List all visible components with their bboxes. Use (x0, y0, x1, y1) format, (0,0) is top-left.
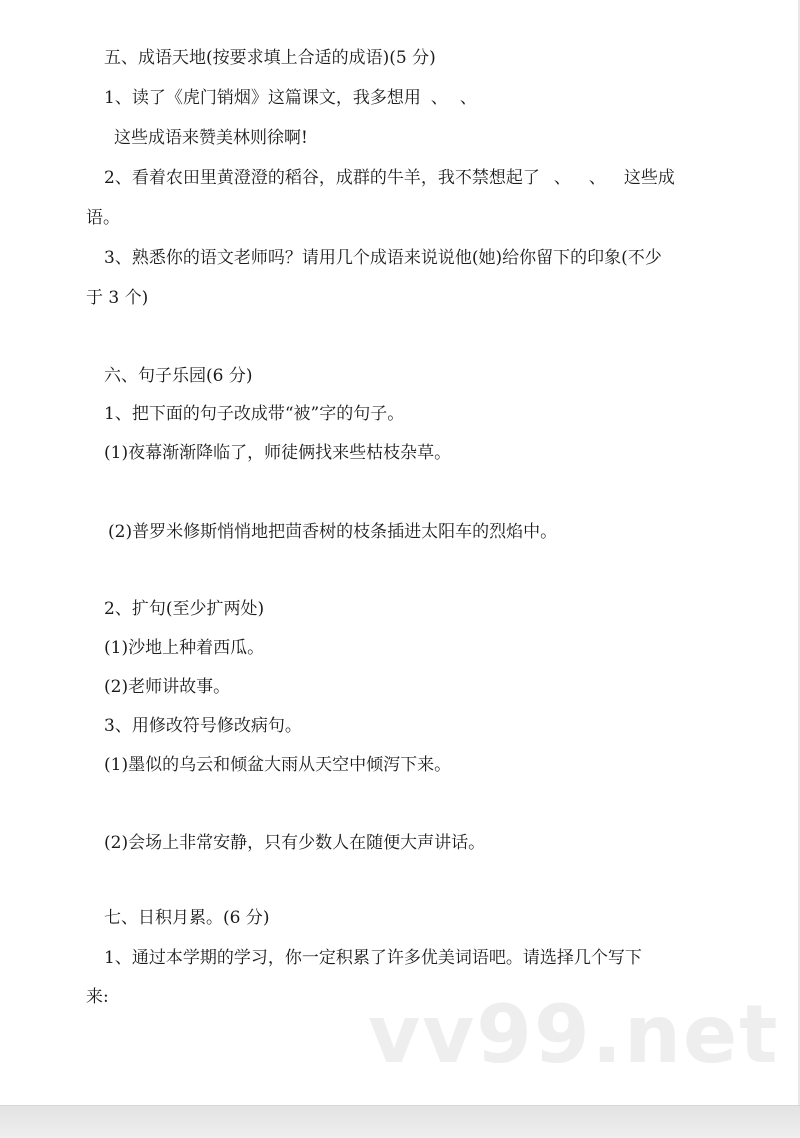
section5-q3-line2: 于 3 个) (86, 288, 149, 308)
section6-q1-item1: (1)夜幕渐渐降临了，师徒俩找来些枯枝杂草。 (104, 443, 452, 463)
section6-q2: 2、扩句(至少扩两处) (104, 599, 265, 619)
section6-q2-item2: (2)老师讲故事。 (104, 677, 231, 697)
section5-q2-separator-2: 、 (588, 168, 606, 188)
section6-title: 六、句子乐园(6 分) (104, 366, 253, 386)
section6-q3-item1: (1)墨似的乌云和倾盆大雨从天空中倾泻下来。 (104, 755, 452, 775)
site-watermark: vv99.net (368, 988, 780, 1081)
section5-q2-separator-1: 、 (553, 168, 571, 188)
section7-q1-line1: 1、通过本学期的学习，你一定积累了许多优美词语吧。请选择几个写下 (104, 948, 642, 968)
section6-q3: 3、用修改符号修改病句。 (104, 716, 302, 736)
section5-q2-line1 (104, 166, 675, 190)
section5-q2-text: 2、看着农田里黄澄澄的稻谷，成群的牛羊，我不禁想起了 (104, 168, 540, 188)
section5-q1-text: 1、读了《虎门销烟》这篇课文，我多想用 (104, 88, 421, 108)
section6-q1: 1、把下面的句子改成带“被”字的句子。 (104, 404, 405, 424)
section5-q2-line2: 语。 (86, 208, 120, 228)
section6-q1-item2: (2)普罗米修斯悄悄地把茴香树的枝条插进太阳车的烈焰中。 (108, 522, 558, 542)
section5-q3-line1: 3、熟悉你的语文老师吗？请用几个成语来说说他(她)给你留下的印象(不少 (104, 248, 662, 268)
section6-q2-item1: (1)沙地上种着西瓜。 (104, 638, 265, 658)
section5-q1-separator-1: 、 (430, 88, 448, 108)
viewer-bottom-bar (0, 1105, 800, 1138)
section5-title: 五、成语天地(按要求填上合适的成语)(5 分) (104, 48, 436, 68)
section5-q2-tail: 这些成 (623, 168, 675, 188)
section6-q3-item2: (2)会场上非常安静，只有少数人在随便大声讲话。 (104, 833, 486, 853)
section5-q1-line2: 这些成语来赞美林则徐啊! (114, 128, 308, 148)
section5-q1-separator-2: 、 (459, 88, 477, 108)
section7-q1-line2: 来: (86, 987, 109, 1007)
section7-title: 七、日积月累。(6 分) (104, 908, 270, 928)
section5-q1-line1 (104, 86, 477, 110)
